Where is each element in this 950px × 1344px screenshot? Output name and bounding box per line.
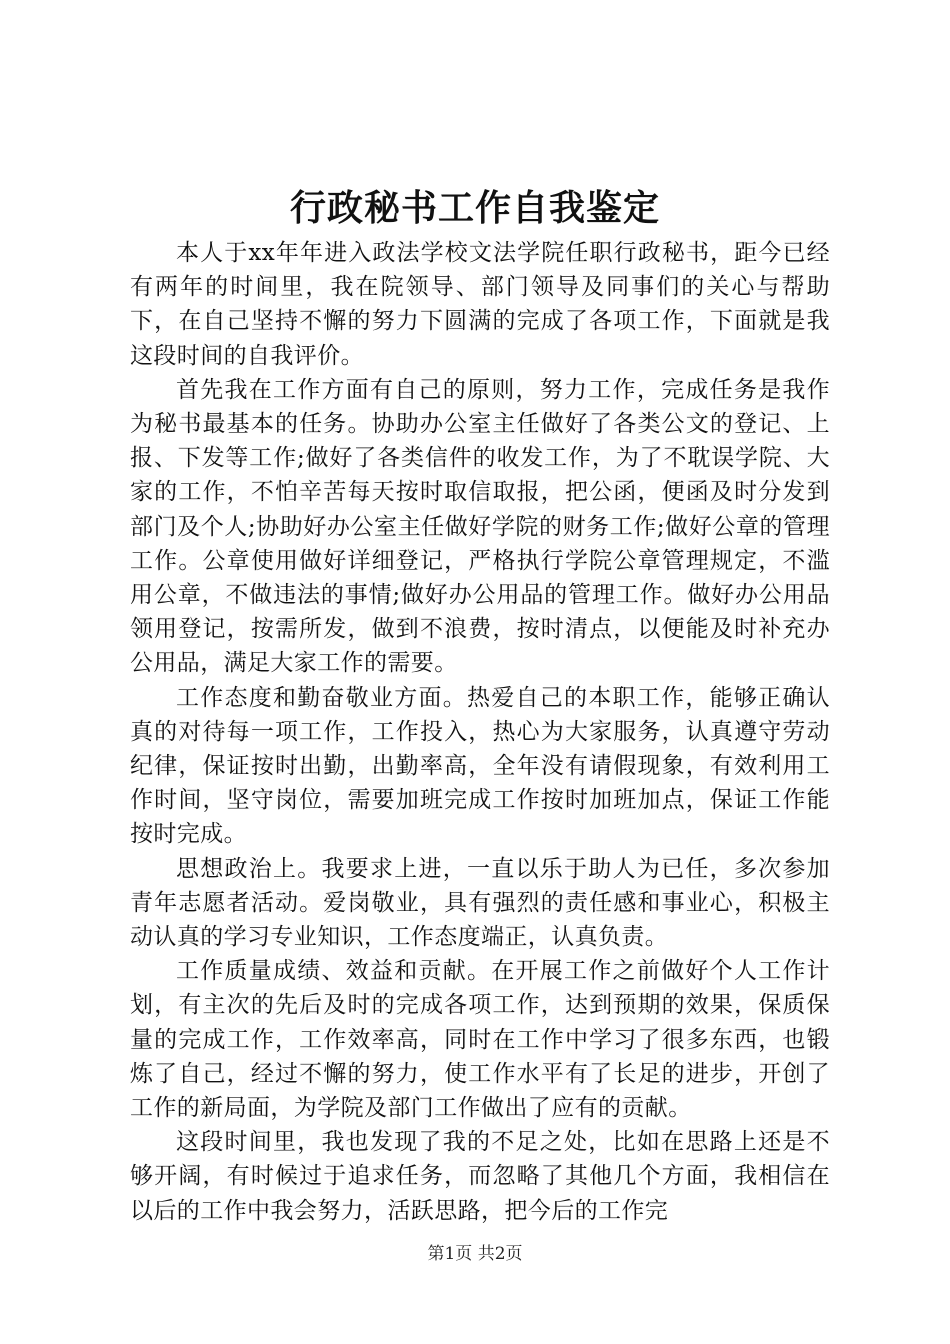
- paragraph-political-thought: 思想政治上。我要求上进，一直以乐于助人为已任，多次参加青年志愿者活动。爱岗敬业，具有强烈的责任感和事业心，积极主动认真的学习专业知识，工作态度端正，认真负责。: [130, 855, 830, 951]
- document-title: 行政秘书工作自我鉴定: [289, 187, 660, 229]
- page-number-footer: 第1页 共2页: [427, 1244, 523, 1264]
- paragraph-intro: 本人于xx年年进入政法学校文法学院任职行政秘书，距今已经有两年的时间里，我在院领导、部门领导及同事们的关心与帮助下，在自己坚持不懈的努力下圆满的完成了各项工作，下面就是我这段时间的自我评价。: [130, 240, 830, 369]
- paragraph-shortcomings: 这段时间里，我也发现了我的不足之处，比如在思路上还是不够开阔，有时候过于追求任务，而忽略了其他几个方面，我相信在以后的工作中我会努力，活跃思路，把今后的工作完: [130, 1129, 830, 1224]
- paragraph-work-quality: 工作质量成绩、效益和贡献。在开展工作之前做好个人工作计划，有主次的先后及时的完成各项工作，达到预期的效果，保质保量的完成工作，工作效率高，同时在工作中学习了很多东西，也锻炼了自己，经过不懈的努力，使工作水平有了长足的进步，开创了工作的新局面，为学院及部门工作做出了应有的贡献。: [130, 958, 830, 1122]
- paragraph-work-attitude: 工作态度和勤奋敬业方面。热爱自己的本职工作，能够正确认真的对待每一项工作，工作投入，热心为大家服务，认真遵守劳动纪律，保证按时出勤，出勤率高，全年没有请假现象，有效利用工作时间，坚守岗位，需要加班完成工作按时加班加点，保证工作能按时完成。: [130, 684, 830, 848]
- document-body: [130, 236, 830, 1228]
- paragraph-work-principles: 首先我在工作方面有自己的原则，努力工作，完成任务是我作为秘书最基本的任务。协助办公室主任做好了各类公文的登记、上报、下发等工作;做好了各类信件的收发工作，为了不耽误学院、大家的工作，不怕辛苦每天按时取信取报，把公函，便函及时分发到部门及个人;协助好办公室主任做好学院的财务工作;做好公章的管理工作。公章使用做好详细登记，严格执行学院公章管理规定，不滥用公章，不做违法的事情;做好办公用品的管理工作。做好办公用品领用登记，按需所发，做到不浪费，按时清点，以便能及时补充办公用品，满足大家工作的需要。: [130, 376, 830, 677]
